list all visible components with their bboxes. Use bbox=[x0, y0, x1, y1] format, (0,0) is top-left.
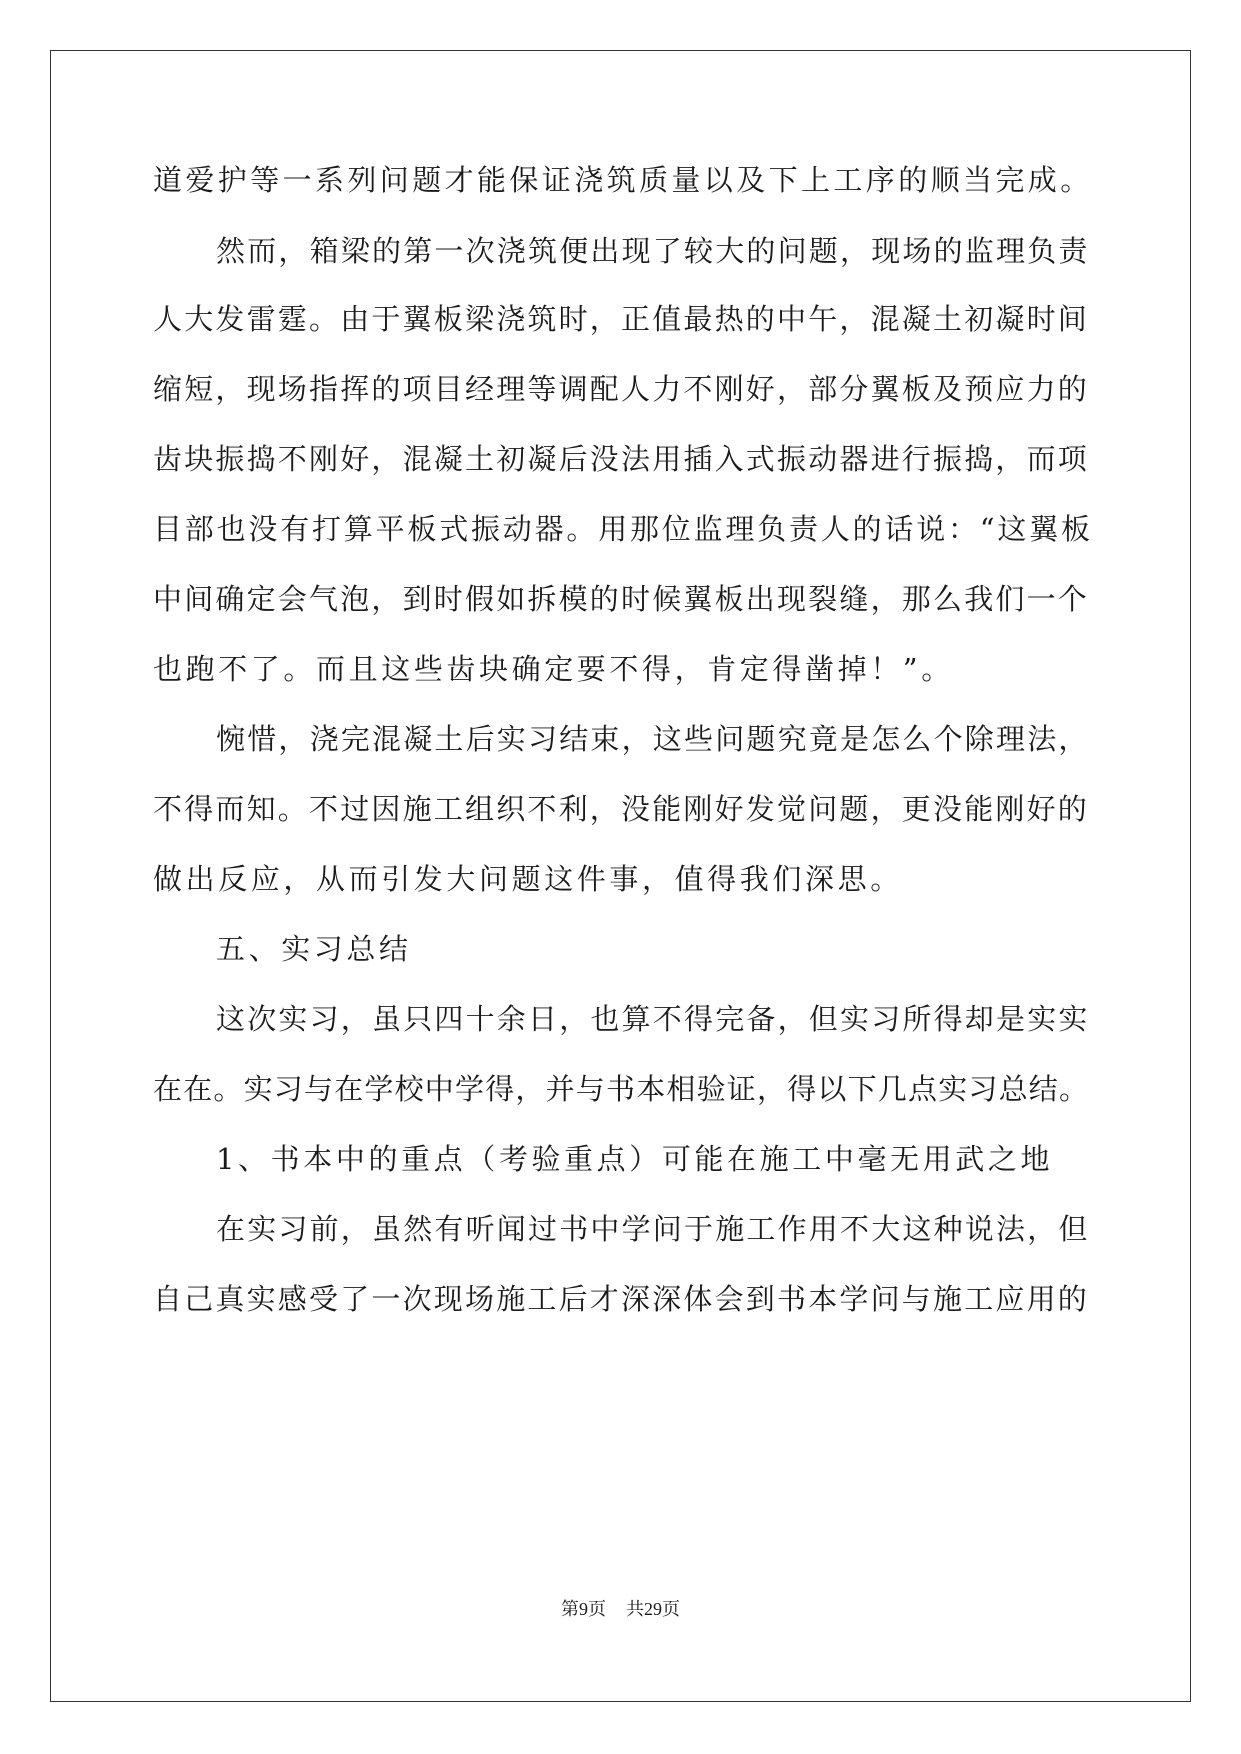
body-line-9: 惋惜，浇完混凝土后实习结束，这些问题究竟是怎么个除理法， bbox=[216, 722, 1090, 756]
page-number: 第9页 bbox=[561, 1599, 606, 1619]
body-line-3: 人大发雷霆。由于翼板梁浇筑时，正值最热的中午，混凝土初凝时间 bbox=[153, 302, 1090, 336]
body-line-8: 也跑不了。而且这些齿块确定要不得，肯定得凿掉！”。 bbox=[153, 652, 954, 686]
body-line-5: 齿块振捣不刚好，混凝土初凝后没法用插入式振动器进行振捣，而项 bbox=[153, 442, 1090, 476]
body-line-1: 道爱护等一系列问题才能保证浇筑质量以及下上工序的顺当完成。 bbox=[153, 163, 1093, 197]
body-line-11: 做出反应，从而引发大问题这件事，值得我们深思。 bbox=[153, 862, 903, 896]
page-footer bbox=[0, 1595, 1241, 1621]
page-total: 共29页 bbox=[626, 1599, 680, 1619]
section-heading: 五、实习总结 bbox=[216, 932, 412, 966]
body-line-4: 缩短，现场指挥的项目经理等调配人力不刚好，部分翼板及预应力的 bbox=[153, 372, 1090, 406]
body-line-16: 在实习前，虽然有听闻过书中学问于施工作用不大这种说法，但 bbox=[216, 1212, 1090, 1246]
body-line-2: 然而，箱梁的第一次浇筑便出现了较大的问题，现场的监理负责 bbox=[216, 234, 1090, 268]
body-line-7: 中间确定会气泡，到时假如拆模的时候翼板出现裂缝，那么我们一个 bbox=[153, 582, 1090, 616]
subsection-heading: 1、书本中的重点（考验重点）可能在施工中毫无用武之地 bbox=[216, 1142, 1054, 1176]
body-line-13: 这次实习，虽只四十余日，也算不得完备，但实习所得却是实实 bbox=[216, 1002, 1090, 1036]
body-line-14: 在在。实习与在学校中学得，并与书本相验证，得以下几点实习总结。 bbox=[153, 1072, 1090, 1106]
body-line-10: 不得而知。不过因施工组织不利，没能刚好发觉问题，更没能刚好的 bbox=[153, 792, 1090, 826]
body-line-17: 自己真实感受了一次现场施工后才深深体会到书本学问与施工应用的 bbox=[153, 1282, 1090, 1316]
body-line-6: 目部也没有打算平板式振动器。用那位监理负责人的话说：“这翼板 bbox=[153, 512, 1093, 546]
